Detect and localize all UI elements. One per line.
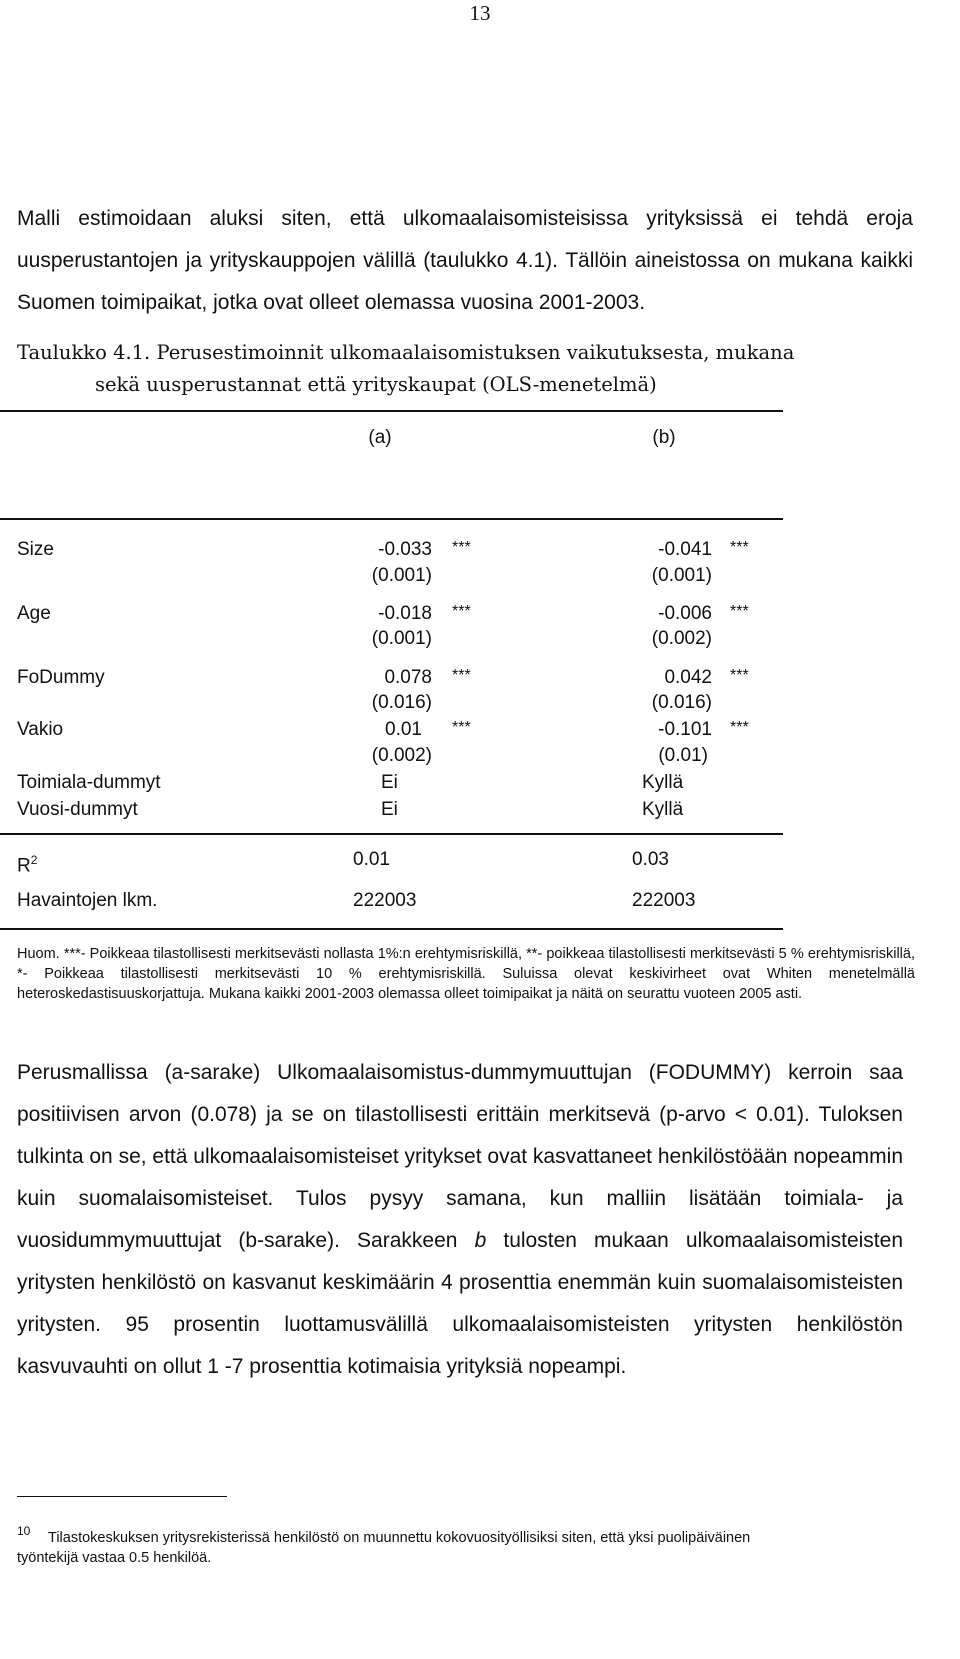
footnote-line-1: Tilastokeskuksen yritysrekisterissä henkilöstö on muunnettu kokovuosityöllisiksi siten, että yksi puolipäiväinen <box>48 1530 751 1546</box>
se-vakio-a: (0.002) <box>371 745 432 766</box>
se-age-b: (0.002) <box>651 628 712 649</box>
se-fodummy-b: (0.016) <box>651 692 712 713</box>
footnote-line-2: työntekijä vastaa 0.5 henkilöä. <box>17 1550 212 1566</box>
row-label-vuosi-dummyt: Vuosi-dummyt <box>17 799 138 820</box>
row-label-fodummy: FoDummy <box>17 667 105 688</box>
se-vakio-b: (0.01) <box>658 745 708 766</box>
se-size-b: (0.001) <box>651 565 712 586</box>
row-label-vakio: Vakio <box>17 719 64 740</box>
coef-fodummy-a: 0.078 <box>384 667 432 688</box>
coef-vakio-b: -0.101 <box>658 719 712 740</box>
coef-size-b: -0.041 <box>658 539 712 560</box>
footnote-rule <box>17 1496 227 1497</box>
intro-paragraph: Malli estimoidaan aluksi siten, että ulkomaalaisomisteisissa yrityksissä ei tehdä eroja uusperustantojen ja yrityskauppojen välillä (taulukko 4.1). Tällöin aineistossa on mukana kaikki Suomen toimipaikat, jotka ovat olleet olemassa vuosina 2001-2003. <box>17 207 913 314</box>
column-header-a: (a) <box>368 427 392 448</box>
sig-fodummy-b: *** <box>730 667 749 684</box>
sig-vakio-b: *** <box>730 719 749 736</box>
sig-size-b: *** <box>730 539 749 556</box>
r-squared-b: 0.03 <box>632 849 669 870</box>
coef-age-b: -0.006 <box>658 603 712 624</box>
body-text-emphasis: b <box>474 1229 487 1252</box>
r-squared-superscript: 2 <box>30 853 38 867</box>
sig-vakio-a: *** <box>452 719 471 736</box>
row-label-age: Age <box>17 603 51 624</box>
table-caption <box>17 337 917 401</box>
coef-fodummy-b: 0.042 <box>664 667 712 688</box>
se-fodummy-a: (0.016) <box>371 692 432 713</box>
caption-line-1: Taulukko 4.1. Perusestimoinnit ulkomaalaisomistuksen vaikutuksesta, mukana <box>17 341 795 364</box>
page-number: 13 <box>469 1 491 25</box>
r-squared-a: 0.01 <box>353 849 390 870</box>
body-text-part-2: tulosten mukaan ulkomaalaisomisteisten yritysten henkilöstö on kasvanut keskimäärin 4 prosenttia enemmän kuin suomalaisomisteisten yritysten. 95 prosentin luottamusvälillä ulkomaalaisomisteisten yritysten henkilöstön kasvuvauhti on ollut 1 -7 prosenttia kotimaisia yrityksiä nopeampi. <box>17 1229 903 1378</box>
row-label-size: Size <box>17 539 54 560</box>
body-paragraph <box>17 1052 903 1388</box>
vuosi-dummyt-b: Kyllä <box>642 799 684 820</box>
se-age-a: (0.001) <box>371 628 432 649</box>
row-label-r-squared <box>17 848 37 878</box>
table-mid-rule <box>0 833 783 835</box>
table-top-rule <box>0 410 783 412</box>
coef-vakio-a: 0.01 <box>385 719 422 740</box>
sig-age-a: *** <box>452 603 471 620</box>
toimiala-dummyt-a: Ei <box>381 772 398 793</box>
vuosi-dummyt-a: Ei <box>381 799 398 820</box>
row-label-toimiala-dummyt: Toimiala-dummyt <box>17 772 161 793</box>
sig-size-a: *** <box>452 539 471 556</box>
sig-age-b: *** <box>730 603 749 620</box>
observations-a: 222003 <box>353 890 417 911</box>
column-header-b: (b) <box>652 427 676 448</box>
coef-age-a: -0.018 <box>378 603 432 624</box>
coef-size-a: -0.033 <box>378 539 432 560</box>
caption-line-2: sekä uusperustannat että yrityskaupat (OLS-menetelmä) <box>95 373 657 396</box>
table-header-rule <box>0 518 783 520</box>
body-text-part-1: Perusmallissa (a-sarake) Ulkomaalaisomistus-dummymuuttujan (FODUMMY) kerroin saa positiivisen arvon (0.078) ja se on tilastollisesti erittäin merkitsevä (p-arvo < 0.01). Tuloksen tulkinta on se, että ulkomaalaisomisteiset yritykset ovat kasvattaneet henkilöstöään nopeammin kuin suomalaisomisteiset. Tulos pysyy samana, kun malliin lisätään toimiala- ja vuosidummymuuttujat (b-sarake). Sarakkeen <box>17 1061 903 1252</box>
observations-b: 222003 <box>632 890 696 911</box>
footnote-number: 10 <box>17 1524 31 1538</box>
r-squared-symbol: R <box>17 855 31 877</box>
table-note: Huom. ***- Poikkeaa tilastollisesti merkitsevästi nollasta 1%:n erehtymisriskillä, **- poikkeaa tilastollisesti merkitsevästi 5 % erehtymisriskillä, *- Poikkeaa tilastollisesti merkitsevästi 10 % erehtymisriskillä. Suluissa olevat keskivirheet ovat Whiten menetelmällä heteroskedastisuuskorjattuja. Mukana kaikki 2001-2003 olemassa olleet toimipaikat ja näitä on seurattu vuoteen 2005 asti. <box>17 946 915 1002</box>
toimiala-dummyt-b: Kyllä <box>642 772 684 793</box>
table-bottom-rule <box>0 928 783 930</box>
row-label-havaintojen-lkm: Havaintojen lkm. <box>17 890 158 911</box>
se-size-a: (0.001) <box>371 565 432 586</box>
sig-fodummy-a: *** <box>452 667 471 684</box>
